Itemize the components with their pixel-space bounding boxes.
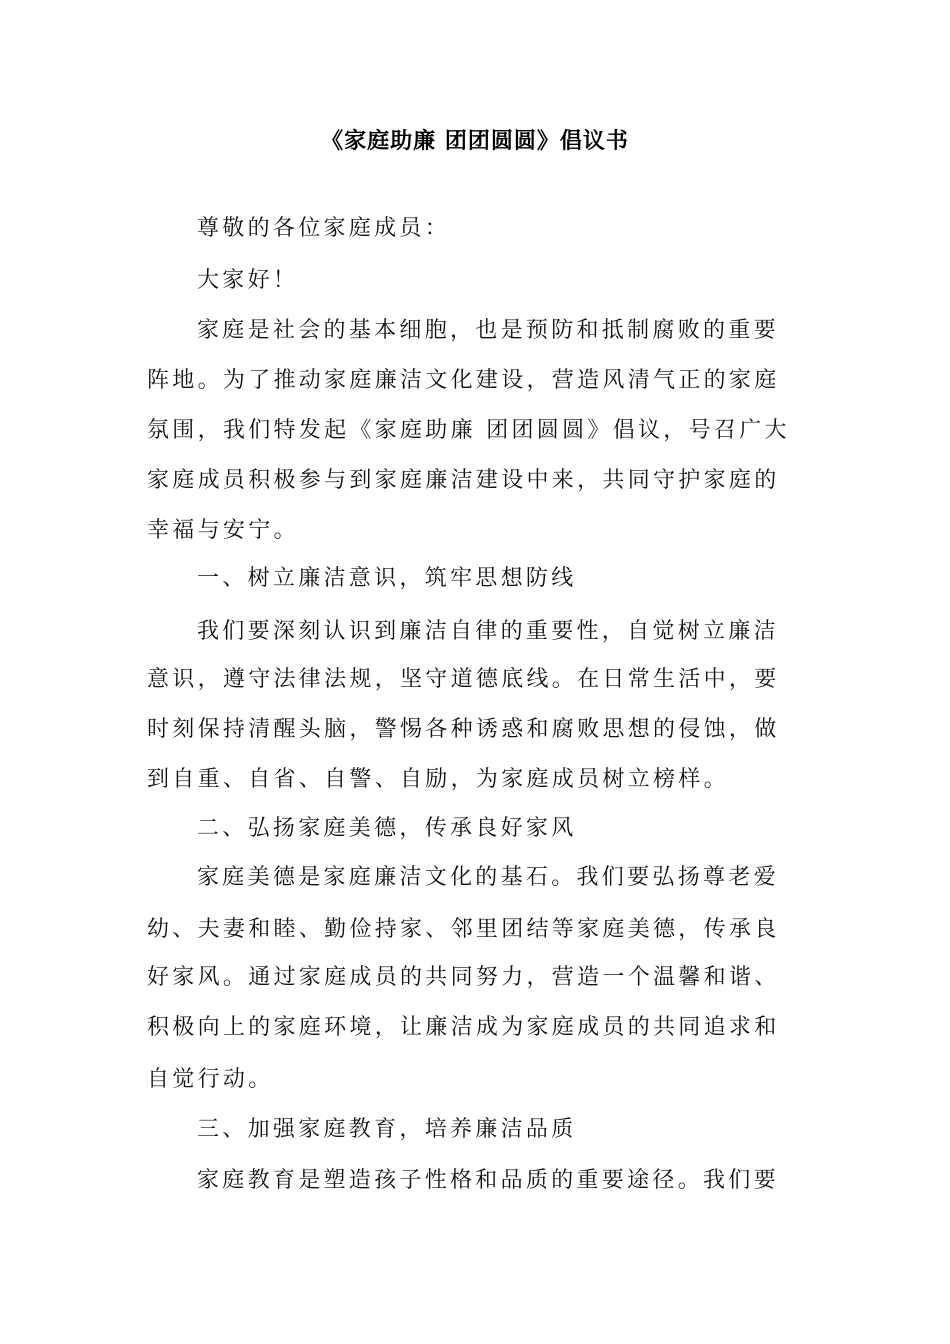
- section-heading: 三、加强家庭教育，培养廉洁品质: [197, 1117, 577, 1142]
- paragraph-line: 我们要深刻认识到廉洁自律的重要性，自觉树立廉洁: [197, 619, 779, 644]
- paragraph-line: 氛围，我们特发起《家庭助廉 团团圆圆》倡议，号召广大: [147, 418, 790, 443]
- paragraph-line: 积极向上的家庭环境，让廉洁成为家庭成员的共同追求和: [147, 1015, 780, 1040]
- paragraph-line: 家庭是社会的基本细胞，也是预防和抵制腐败的重要: [197, 318, 779, 343]
- paragraph-line: 意识，遵守法律法规，坚守道德底线。在日常生活中，要: [147, 667, 780, 692]
- paragraph-line: 幸福与安宁。: [147, 518, 299, 543]
- section-heading: 二、弘扬家庭美德，传承良好家风: [197, 816, 577, 841]
- paragraph-line: 幼、夫妻和睦、勤俭持家、邻里团结等家庭美德，传承良: [147, 917, 780, 942]
- paragraph-line: 家庭成员积极参与到家庭廉洁建设中来，共同守护家庭的: [147, 468, 780, 493]
- paragraph-line: 自觉行动。: [147, 1067, 274, 1092]
- salutation: 尊敬的各位家庭成员：: [197, 216, 451, 241]
- paragraph-line: 时刻保持清醒头脑，警惕各种诱惑和腐败思想的侵蚀，做: [147, 717, 780, 742]
- paragraph-line: 家庭教育是塑造孩子性格和品质的重要途径。我们要: [197, 1168, 779, 1193]
- paragraph-line: 家庭美德是家庭廉洁文化的基石。我们要弘扬尊老爱: [197, 865, 779, 890]
- document-title: 《家庭助廉 团团圆圆》倡议书: [321, 129, 629, 154]
- paragraph-line: 到自重、自省、自警、自励，为家庭成员树立榜样。: [147, 767, 729, 792]
- paragraph-line: 阵地。为了推动家庭廉洁文化建设，营造风清气正的家庭: [147, 368, 780, 393]
- greeting: 大家好！: [197, 268, 299, 293]
- section-heading: 一、树立廉洁意识，筑牢思想防线: [197, 566, 577, 591]
- paragraph-line: 好家风。通过家庭成员的共同努力，营造一个温馨和谐、: [147, 965, 780, 990]
